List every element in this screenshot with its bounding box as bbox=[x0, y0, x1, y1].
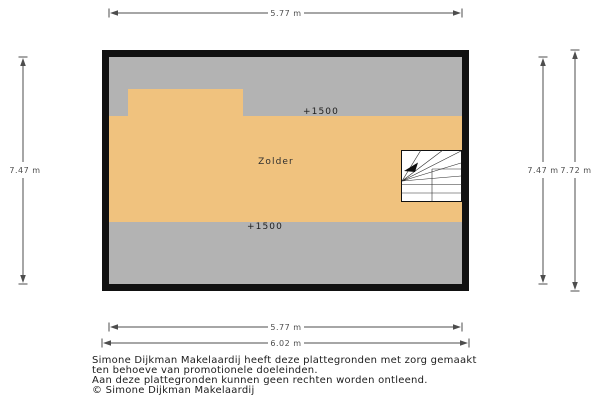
dimension-bottom-outer-width bbox=[102, 339, 469, 349]
dimension-label: 7.47 m bbox=[9, 166, 41, 175]
attic-floorplan bbox=[102, 50, 469, 291]
disclaimer-line: Simone Dijkman Makelaardij heeft deze plattegronden met zorg gemaakt bbox=[92, 355, 477, 366]
dimension-top-width bbox=[109, 9, 462, 19]
dimension-right-outer-height bbox=[560, 50, 591, 291]
dimension-label: 6.02 m bbox=[270, 339, 302, 348]
dimension-label: 7.72 m bbox=[560, 166, 592, 175]
disclaimer-footer bbox=[92, 356, 562, 396]
disclaimer-line: ten behoeve van promotionele doeleinden. bbox=[92, 364, 318, 376]
staircase bbox=[401, 150, 462, 202]
dimension-bottom-inner-width bbox=[109, 323, 462, 333]
headroom-marker-top: +1500 bbox=[303, 107, 339, 117]
headroom-marker-bottom: +1500 bbox=[247, 222, 283, 232]
disclaimer-line: Aan deze plattegronden kunnen geen rechten worden ontleend. bbox=[92, 374, 428, 386]
dimension-right-inner-height bbox=[527, 57, 558, 284]
dimension-left-height bbox=[9, 57, 40, 284]
dimension-label: 5.77 m bbox=[270, 323, 302, 332]
dimension-label: 7.47 m bbox=[527, 166, 559, 175]
standing-height-dormer-area bbox=[128, 89, 243, 116]
room-label: Zolder bbox=[258, 157, 294, 167]
copyright-line: © Simone Dijkman Makelaardij bbox=[92, 384, 255, 396]
dimension-label: 5.77 m bbox=[270, 9, 302, 18]
